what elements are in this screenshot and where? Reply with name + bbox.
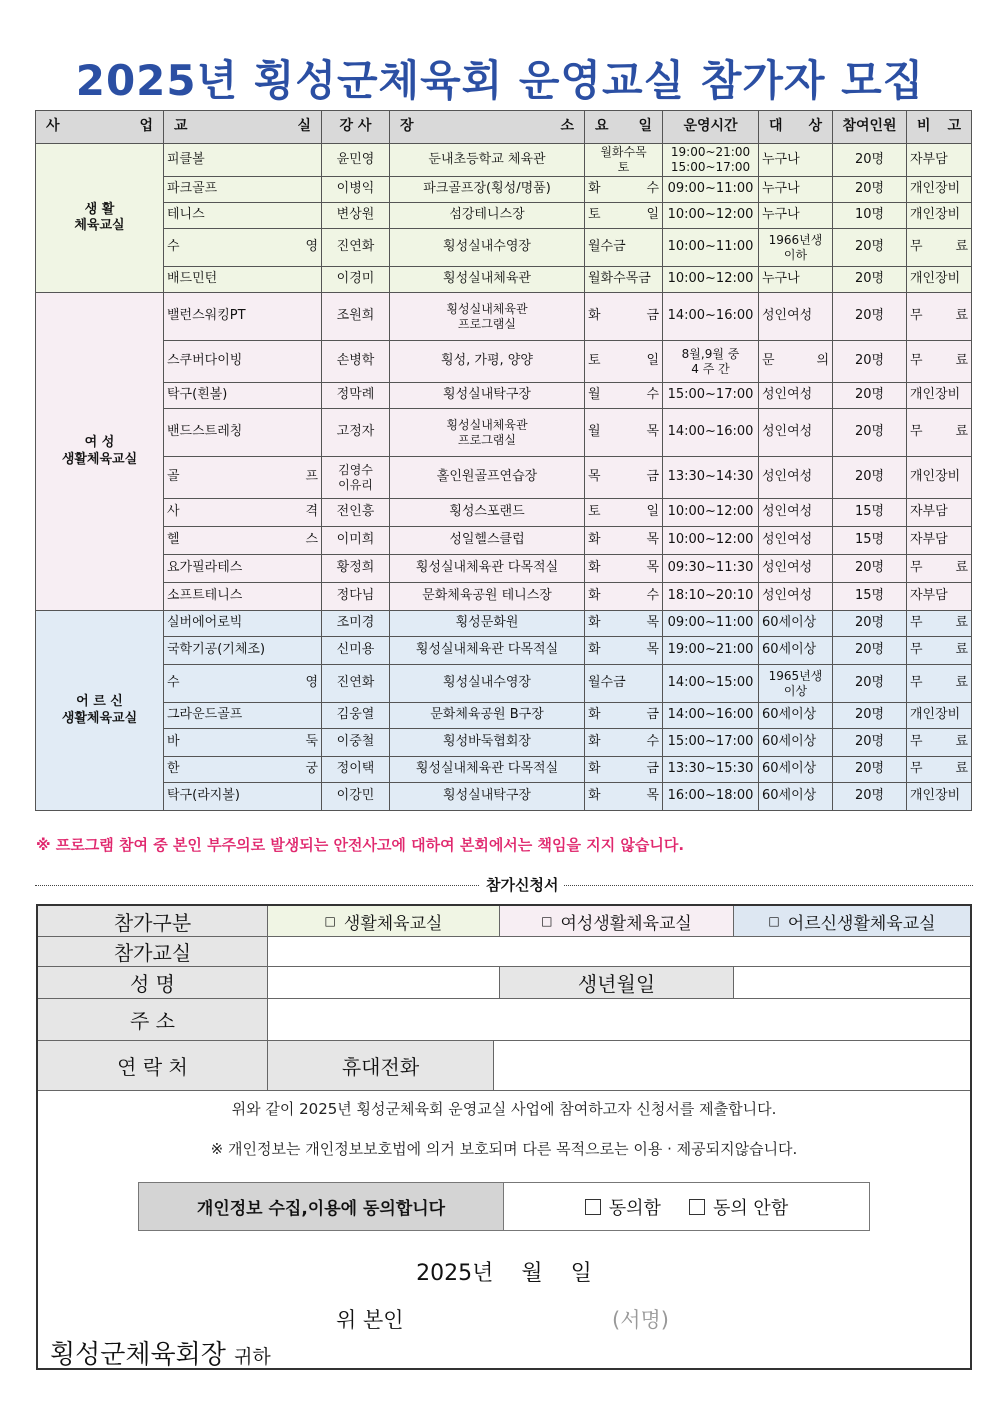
time-cell: 14:00~16:00 bbox=[663, 293, 759, 341]
form-heading: 참가신청서 bbox=[480, 874, 564, 895]
place-cell: 횡성실내수영장 bbox=[390, 665, 585, 703]
count-cell: 20명 bbox=[833, 757, 907, 783]
count-cell: 20명 bbox=[833, 637, 907, 665]
disagree-checkbox[interactable] bbox=[689, 1199, 705, 1215]
count-cell: 20명 bbox=[833, 144, 907, 177]
note-cell: 무 료 bbox=[907, 293, 972, 341]
option-seniors[interactable] bbox=[734, 906, 970, 937]
target-cell: 누구나 bbox=[759, 267, 833, 293]
place-cell: 횡성문화원 bbox=[390, 611, 585, 637]
note-cell: 무 료 bbox=[907, 665, 972, 703]
date-line: 2025년 월 일 bbox=[416, 1261, 592, 1286]
day-cell: 토 일 bbox=[585, 341, 663, 383]
checkbox-icon[interactable]: □ bbox=[541, 914, 553, 928]
place-cell: 둔내초등학교 체육관 bbox=[390, 144, 585, 177]
day-cell: 월 목 bbox=[585, 409, 663, 457]
note-cell: 무 료 bbox=[907, 341, 972, 383]
class-cell: 스쿠버다이빙 bbox=[164, 341, 322, 383]
table-row bbox=[36, 383, 972, 409]
header-cell: 장 소 bbox=[390, 111, 585, 144]
instructor-cell: 정이택 bbox=[322, 757, 390, 783]
header-cell: 운영시간 bbox=[663, 111, 759, 144]
count-cell: 20명 bbox=[833, 611, 907, 637]
target-cell: 문 의 bbox=[759, 341, 833, 383]
count-cell: 20명 bbox=[833, 703, 907, 729]
day-cell: 목 금 bbox=[585, 457, 663, 499]
instructor-cell: 조미경 bbox=[322, 611, 390, 637]
time-cell: 18:10~20:10 bbox=[663, 583, 759, 611]
target-cell: 1966년생 이하 bbox=[759, 229, 833, 267]
birth-label: 생년월일 bbox=[500, 967, 734, 999]
time-cell: 16:00~18:00 bbox=[663, 783, 759, 811]
consent-box bbox=[138, 1182, 870, 1231]
table-row bbox=[36, 637, 972, 665]
note-cell: 무 료 bbox=[907, 611, 972, 637]
contact-label: 연 락 처 bbox=[38, 1041, 268, 1091]
note-cell: 자부담 bbox=[907, 499, 972, 527]
count-cell: 20명 bbox=[833, 341, 907, 383]
class-cell: 한 궁 bbox=[164, 757, 322, 783]
table-row bbox=[36, 267, 972, 293]
header-cell: 참여인원 bbox=[833, 111, 907, 144]
class-cell: 헬 스 bbox=[164, 527, 322, 555]
time-cell: 15:00~17:00 bbox=[663, 729, 759, 757]
day-cell: 월화수목금 bbox=[585, 267, 663, 293]
note-cell: 개인장비 bbox=[907, 203, 972, 229]
time-cell: 10:00~12:00 bbox=[663, 203, 759, 229]
category-cell: 여 성 생활체육교실 bbox=[36, 293, 164, 611]
target-cell: 성인여성 bbox=[759, 555, 833, 583]
class-cell: 국학기공(기체조) bbox=[164, 637, 322, 665]
table-row bbox=[36, 729, 972, 757]
target-cell: 60세이상 bbox=[759, 783, 833, 811]
count-cell: 10명 bbox=[833, 203, 907, 229]
note-cell: 개인장비 bbox=[907, 783, 972, 811]
place-cell: 횡성스포랜드 bbox=[390, 499, 585, 527]
target-cell: 성인여성 bbox=[759, 383, 833, 409]
day-cell: 화 수 bbox=[585, 583, 663, 611]
target-cell: 성인여성 bbox=[759, 409, 833, 457]
place-cell: 문화체육공원 테니스장 bbox=[390, 583, 585, 611]
time-cell: 10:00~12:00 bbox=[663, 527, 759, 555]
agree-checkbox[interactable] bbox=[585, 1199, 601, 1215]
address-label: 주 소 bbox=[38, 999, 268, 1041]
place-cell: 홀인원골프연습장 bbox=[390, 457, 585, 499]
target-cell: 1965년생 이상 bbox=[759, 665, 833, 703]
class-cell: 그라운드골프 bbox=[164, 703, 322, 729]
day-cell: 화 목 bbox=[585, 527, 663, 555]
class-cell: 피클볼 bbox=[164, 144, 322, 177]
note-cell: 자부담 bbox=[907, 527, 972, 555]
place-cell: 횡성실내체육관 다목적실 bbox=[390, 555, 585, 583]
count-cell: 20명 bbox=[833, 555, 907, 583]
instructor-cell: 진연화 bbox=[322, 229, 390, 267]
time-cell: 19:00~21:00 15:00~17:00 bbox=[663, 144, 759, 177]
day-cell: 토 일 bbox=[585, 499, 663, 527]
instructor-cell: 진연화 bbox=[322, 665, 390, 703]
note-cell: 개인장비 bbox=[907, 177, 972, 203]
note-cell: 자부담 bbox=[907, 583, 972, 611]
class-cell: 소프트테니스 bbox=[164, 583, 322, 611]
target-cell: 60세이상 bbox=[759, 729, 833, 757]
instructor-cell: 조원희 bbox=[322, 293, 390, 341]
day-cell: 토 일 bbox=[585, 203, 663, 229]
target-cell: 60세이상 bbox=[759, 703, 833, 729]
privacy-note: ※ 개인정보는 개인정보보호법에 의거 보호되며 다른 목적으로는 이용 · 제공되지않습니다. bbox=[210, 1140, 798, 1158]
day-cell: 월 수 bbox=[585, 383, 663, 409]
instructor-cell: 변상원 bbox=[322, 203, 390, 229]
phone-label: 휴대전화 bbox=[268, 1041, 494, 1091]
class-cell: 테니스 bbox=[164, 203, 322, 229]
table-row bbox=[36, 457, 972, 499]
safety-notice: ※ 프로그램 참여 중 본인 부주의로 발생되는 안전사고에 대하여 본회에서는 책임을 지지 않습니다. bbox=[36, 836, 685, 854]
place-cell: 횡성, 가평, 양양 bbox=[390, 341, 585, 383]
count-cell: 15명 bbox=[833, 499, 907, 527]
target-cell: 60세이상 bbox=[759, 611, 833, 637]
note-cell: 개인장비 bbox=[907, 267, 972, 293]
day-cell: 월수금 bbox=[585, 665, 663, 703]
header-cell: 요 일 bbox=[585, 111, 663, 144]
category-label: 참가구분 bbox=[38, 906, 268, 937]
class-field[interactable] bbox=[268, 937, 970, 967]
recipient-name: 횡성군체육회장 bbox=[50, 1340, 226, 1370]
agree-label: 동의함 bbox=[608, 1197, 661, 1219]
place-cell: 파크골프장(횡성/명품) bbox=[390, 177, 585, 203]
birth-field[interactable] bbox=[734, 967, 970, 999]
count-cell: 20명 bbox=[833, 267, 907, 293]
phone-field[interactable] bbox=[494, 1041, 970, 1091]
time-cell: 10:00~12:00 bbox=[663, 267, 759, 293]
count-cell: 20명 bbox=[833, 177, 907, 203]
disagree-label: 동의 안함 bbox=[712, 1197, 789, 1219]
instructor-cell: 이강민 bbox=[322, 783, 390, 811]
day-cell: 월수금 bbox=[585, 229, 663, 267]
note-cell: 무 료 bbox=[907, 729, 972, 757]
day-cell: 화 목 bbox=[585, 611, 663, 637]
note-cell: 무 료 bbox=[907, 555, 972, 583]
header-cell: 대 상 bbox=[759, 111, 833, 144]
category-cell: 생 활 체육교실 bbox=[36, 144, 164, 293]
time-cell: 09:00~11:00 bbox=[663, 177, 759, 203]
class-cell: 골 프 bbox=[164, 457, 322, 499]
table-row bbox=[36, 665, 972, 703]
time-cell: 09:30~11:30 bbox=[663, 555, 759, 583]
time-cell: 14:00~15:00 bbox=[663, 665, 759, 703]
day-cell: 화 금 bbox=[585, 703, 663, 729]
category-cell: 어 르 신 생활체육교실 bbox=[36, 611, 164, 811]
class-cell: 파크골프 bbox=[164, 177, 322, 203]
program-table bbox=[35, 110, 972, 811]
table-row bbox=[36, 611, 972, 637]
table-row bbox=[36, 341, 972, 383]
signature-label: (서명) bbox=[612, 1308, 669, 1332]
instructor-cell: 김영수 이유리 bbox=[322, 457, 390, 499]
note-cell: 무 료 bbox=[907, 229, 972, 267]
table-row bbox=[36, 527, 972, 555]
table-row bbox=[36, 757, 972, 783]
target-cell: 성인여성 bbox=[759, 457, 833, 499]
instructor-cell: 정막례 bbox=[322, 383, 390, 409]
table-row bbox=[36, 144, 972, 177]
instructor-cell: 황정희 bbox=[322, 555, 390, 583]
class-label: 참가교실 bbox=[38, 937, 268, 967]
count-cell: 20명 bbox=[833, 293, 907, 341]
table-row bbox=[36, 177, 972, 203]
class-cell: 바 둑 bbox=[164, 729, 322, 757]
statement-text: 위와 같이 2025년 횡성군체육회 운영교실 사업에 참여하고자 신청서를 제출합니다. bbox=[231, 1100, 777, 1118]
day-cell: 화 목 bbox=[585, 555, 663, 583]
day-cell: 월화수목 토 bbox=[585, 144, 663, 177]
place-cell: 횡성실내체육관 프로그램실 bbox=[390, 409, 585, 457]
target-cell: 성인여성 bbox=[759, 583, 833, 611]
page-title: 2025년 횡성군체육회 운영교실 참가자 모집 bbox=[75, 56, 925, 105]
table-header-row bbox=[36, 111, 972, 144]
name-field[interactable] bbox=[268, 967, 500, 999]
class-cell: 탁구(흰볼) bbox=[164, 383, 322, 409]
instructor-cell: 신미용 bbox=[322, 637, 390, 665]
class-cell: 수 영 bbox=[164, 665, 322, 703]
class-cell: 사 격 bbox=[164, 499, 322, 527]
note-cell: 개인장비 bbox=[907, 703, 972, 729]
time-cell: 15:00~17:00 bbox=[663, 383, 759, 409]
count-cell: 20명 bbox=[833, 229, 907, 267]
count-cell: 20명 bbox=[833, 783, 907, 811]
class-cell: 실버에어로빅 bbox=[164, 611, 322, 637]
instructor-cell: 이병익 bbox=[322, 177, 390, 203]
day-cell: 화 목 bbox=[585, 637, 663, 665]
time-cell: 14:00~16:00 bbox=[663, 409, 759, 457]
place-cell: 횡성실내체육관 다목적실 bbox=[390, 757, 585, 783]
table-row bbox=[36, 499, 972, 527]
header-cell: 강 사 bbox=[322, 111, 390, 144]
instructor-cell: 윤민영 bbox=[322, 144, 390, 177]
time-cell: 8월,9월 중 4 주 간 bbox=[663, 341, 759, 383]
place-cell: 횡성실내체육관 프로그램실 bbox=[390, 293, 585, 341]
time-cell: 13:30~14:30 bbox=[663, 457, 759, 499]
option-label: 생활체육교실 bbox=[343, 913, 443, 934]
day-cell: 화 수 bbox=[585, 729, 663, 757]
target-cell: 60세이상 bbox=[759, 637, 833, 665]
day-cell: 화 수 bbox=[585, 177, 663, 203]
target-cell: 성인여성 bbox=[759, 499, 833, 527]
time-cell: 19:00~21:00 bbox=[663, 637, 759, 665]
place-cell: 섬강테니스장 bbox=[390, 203, 585, 229]
instructor-cell: 정다님 bbox=[322, 583, 390, 611]
target-cell: 누구나 bbox=[759, 144, 833, 177]
time-cell: 09:00~11:00 bbox=[663, 611, 759, 637]
instructor-cell: 손병학 bbox=[322, 341, 390, 383]
place-cell: 횡성실내탁구장 bbox=[390, 383, 585, 409]
header-cell: 교 실 bbox=[164, 111, 322, 144]
recipient-suffix: 귀하 bbox=[234, 1346, 271, 1368]
place-cell: 횡성실내탁구장 bbox=[390, 783, 585, 811]
table-row bbox=[36, 293, 972, 341]
instructor-cell: 전인흥 bbox=[322, 499, 390, 527]
name-label: 성 명 bbox=[38, 967, 268, 999]
instructor-cell: 이미희 bbox=[322, 527, 390, 555]
time-cell: 13:30~15:30 bbox=[663, 757, 759, 783]
table-row bbox=[36, 783, 972, 811]
count-cell: 15명 bbox=[833, 527, 907, 555]
consent-options bbox=[504, 1183, 869, 1230]
recipient bbox=[50, 1334, 271, 1371]
option-sports[interactable] bbox=[268, 906, 500, 937]
consent-label: 개인정보 수집,이용에 동의합니다 bbox=[139, 1183, 504, 1230]
note-cell: 개인장비 bbox=[907, 383, 972, 409]
note-cell: 무 료 bbox=[907, 409, 972, 457]
table-row bbox=[36, 555, 972, 583]
table-body bbox=[36, 144, 972, 811]
class-cell: 배드민턴 bbox=[164, 267, 322, 293]
class-cell: 수 영 bbox=[164, 229, 322, 267]
table-row bbox=[36, 203, 972, 229]
class-cell: 요가필라테스 bbox=[164, 555, 322, 583]
checkbox-icon[interactable]: □ bbox=[768, 914, 780, 928]
place-cell: 횡성바둑협회장 bbox=[390, 729, 585, 757]
class-cell: 밴드스트레칭 bbox=[164, 409, 322, 457]
checkbox-icon[interactable]: □ bbox=[324, 914, 336, 928]
count-cell: 20명 bbox=[833, 409, 907, 457]
class-cell: 탁구(라지볼) bbox=[164, 783, 322, 811]
option-label: 어르신생활체육교실 bbox=[787, 913, 936, 934]
count-cell: 20명 bbox=[833, 729, 907, 757]
target-cell: 성인여성 bbox=[759, 293, 833, 341]
place-cell: 횡성실내체육관 bbox=[390, 267, 585, 293]
table-row bbox=[36, 229, 972, 267]
instructor-cell: 고정자 bbox=[322, 409, 390, 457]
application-form bbox=[36, 904, 972, 1370]
option-women[interactable] bbox=[500, 906, 734, 937]
instructor-cell: 이중철 bbox=[322, 729, 390, 757]
count-cell: 15명 bbox=[833, 583, 907, 611]
place-cell: 성일헬스클럽 bbox=[390, 527, 585, 555]
applicant-label: 위 본인 bbox=[336, 1308, 404, 1332]
target-cell: 60세이상 bbox=[759, 757, 833, 783]
table-row bbox=[36, 409, 972, 457]
note-cell: 무 료 bbox=[907, 637, 972, 665]
time-cell: 10:00~11:00 bbox=[663, 229, 759, 267]
address-field[interactable] bbox=[268, 999, 970, 1041]
header-cell: 사 업 bbox=[36, 111, 164, 144]
instructor-cell: 이경미 bbox=[322, 267, 390, 293]
class-cell: 밸런스워킹PT bbox=[164, 293, 322, 341]
note-cell: 개인장비 bbox=[907, 457, 972, 499]
form-divider bbox=[35, 874, 973, 896]
target-cell: 성인여성 bbox=[759, 527, 833, 555]
count-cell: 20명 bbox=[833, 665, 907, 703]
instructor-cell: 김웅열 bbox=[322, 703, 390, 729]
place-cell: 문화체육공원 B구장 bbox=[390, 703, 585, 729]
note-cell: 자부담 bbox=[907, 144, 972, 177]
table-row bbox=[36, 703, 972, 729]
time-cell: 14:00~16:00 bbox=[663, 703, 759, 729]
count-cell: 20명 bbox=[833, 457, 907, 499]
option-label: 여성생활체육교실 bbox=[560, 913, 692, 934]
day-cell: 화 금 bbox=[585, 293, 663, 341]
header-cell: 비 고 bbox=[907, 111, 972, 144]
place-cell: 횡성실내체육관 다목적실 bbox=[390, 637, 585, 665]
count-cell: 20명 bbox=[833, 383, 907, 409]
note-cell: 무 료 bbox=[907, 757, 972, 783]
day-cell: 화 목 bbox=[585, 783, 663, 811]
target-cell: 누구나 bbox=[759, 177, 833, 203]
place-cell: 횡성실내수영장 bbox=[390, 229, 585, 267]
target-cell: 누구나 bbox=[759, 203, 833, 229]
time-cell: 10:00~12:00 bbox=[663, 499, 759, 527]
day-cell: 화 금 bbox=[585, 757, 663, 783]
table-row bbox=[36, 583, 972, 611]
